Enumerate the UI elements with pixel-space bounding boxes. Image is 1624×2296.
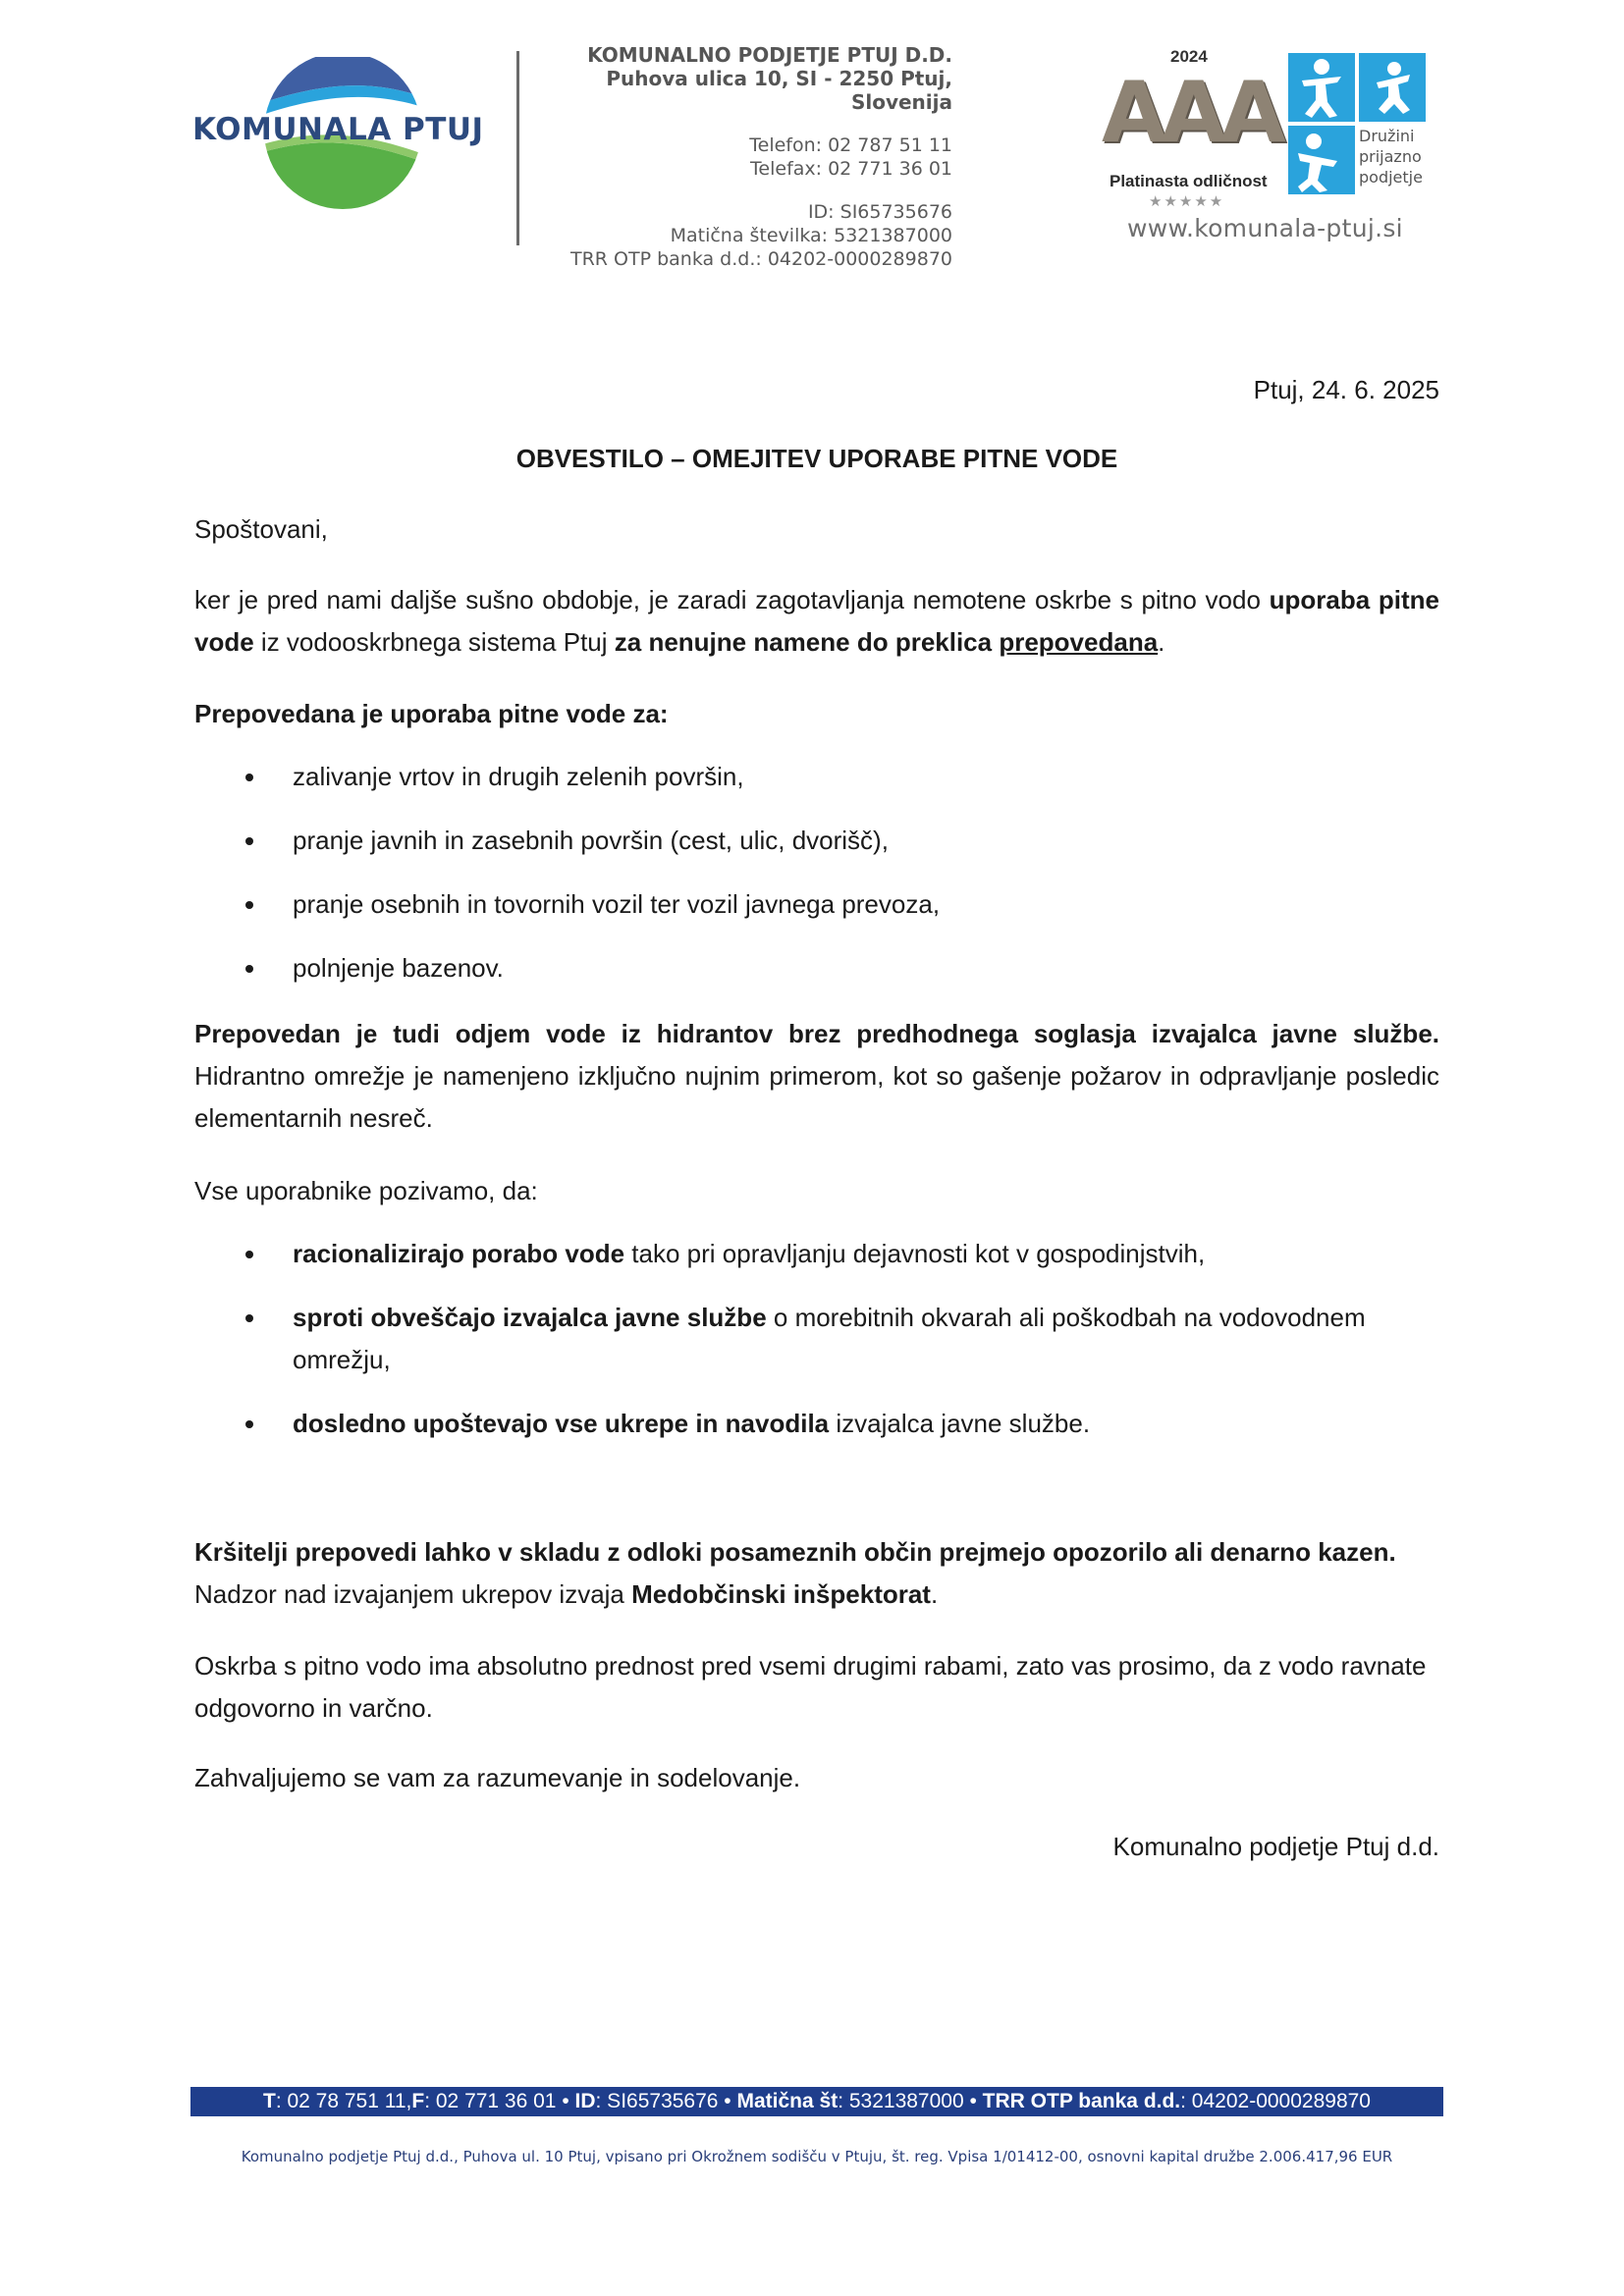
salutation: Spoštovani, (194, 514, 328, 544)
footer-legal-note: Komunalno podjetje Ptuj d.d., Puhova ul. 10 Ptuj, vpisano pri Okrožnem sodišču v Ptuju, št. reg. Vpisa 1/01412-00, osnovni kapital družbe 2.006.417,96 EUR (241, 2148, 1393, 2165)
list-item: polnjenje bazenov. (245, 947, 1439, 989)
list-item: dosledno upoštevajo vse ukrepe in navodila izvajalca javne službe. (245, 1403, 1439, 1445)
company-logo (192, 47, 487, 214)
star-rating-icon: ★★★★★ (1149, 193, 1225, 210)
list-item: pranje osebnih in tovornih vozil ter vozil javnega prevoza, (245, 883, 1439, 926)
signature: Komunalno podjetje Ptuj d.d. (1112, 1832, 1439, 1861)
company-info (530, 43, 952, 271)
aaa-year: 2024 (1170, 47, 1208, 66)
family-figure-icon (1288, 53, 1355, 122)
letter-title: OBVESTILO – OMEJITEV UPORABE PITNE VODE (515, 444, 1118, 473)
child-figure-icon (1359, 53, 1426, 122)
thanks-paragraph: Zahvaljujemo se vam za razumevanje in sodelovanje. (194, 1763, 801, 1792)
company-id: ID: SI65735676 (807, 201, 952, 223)
company-fax: Telefax: 02 771 36 01 (750, 158, 952, 180)
aaa-award-badge (1098, 47, 1441, 253)
logo-wordmark: KOMUNALA PTUJ (192, 112, 484, 147)
company-website: www.komunala-ptuj.si (1127, 214, 1403, 242)
company-name: KOMUNALNO PODJETJE PTUJ D.D. (587, 43, 952, 67)
company-registration: Matična številka: 5321387000 (670, 225, 952, 246)
company-bank: TRR OTP banka d.d.: 04202-0000289870 (569, 248, 952, 270)
priority-paragraph: Oskrba s pitno vodo ima absolutno prednost pred vsemi drugimi rabami, zato vas prosimo, da z vodo ravnate odgovorno in varčno. (194, 1651, 1427, 1723)
call-list (245, 1233, 1439, 1445)
footer-contact-bar: T: 02 78 751 11,F: 02 771 36 01 • ID: SI65735676 • Matična št: 5321387000 • TRR OTP banka d.d.: 04202-0000289870 (190, 2087, 1443, 2116)
hydrant-paragraph: Prepovedan je tudi odjem vode iz hidrantov brez predhodnega soglasja izvajalca javne službe. Hidrantno omrežje je namenjeno izključno nujnim primerom, kot so gašenje požarov in odpravljanje posledic elementarnih nesreč. (194, 1019, 1439, 1133)
intro-paragraph: ker je pred nami daljše sušno obdobje, je zaradi zagotavljanja nemotene oskrbe s pitno vodo uporaba pitne vode iz vodooskrbnega sistema Ptuj za nenujne namene do preklica prepovedana. (194, 585, 1439, 657)
list-item: zalivanje vrtov in drugih zelenih površin, (245, 756, 1439, 798)
family-friendly-text: Družini prijazno podjetje (1359, 127, 1423, 187)
list-item: pranje javnih in zasebnih površin (cest, ulic, dvorišč), (245, 820, 1439, 862)
company-address: Puhova ulica 10, SI - 2250 Ptuj, Slovenija (606, 67, 952, 114)
prohibited-heading: Prepovedana je uporaba pitne vode za: (194, 699, 669, 728)
company-phone: Telefon: 02 787 51 11 (749, 134, 952, 156)
list-item: racionalizirajo porabo vode tako pri opravljanju dejavnosti kot v gospodinjstvih, (245, 1233, 1439, 1275)
list-item: sproti obveščajo izvajalca javne službe o morebitnih okvarah ali poškodbah na vodovodnem omrežju, (245, 1297, 1439, 1381)
letter-date: Ptuj, 24. 6. 2025 (1253, 375, 1439, 404)
header-divider (516, 51, 519, 245)
call-intro: Vse uporabnike pozivamo, da: (194, 1176, 538, 1205)
prohibited-list (245, 756, 1439, 989)
letterhead (0, 0, 1624, 275)
parent-figure-icon (1288, 126, 1355, 194)
aaa-letters: AAA (1102, 64, 1280, 162)
penalty-paragraph: Kršitelji prepovedi lahko v skladu z odloki posameznih občin prejmejo opozorilo ali denarno kazen. Nadzor nad izvajanjem ukrepov izvaja Medobčinski inšpektorat. (194, 1537, 1396, 1609)
aaa-caption: Platinasta odličnost (1110, 172, 1268, 190)
